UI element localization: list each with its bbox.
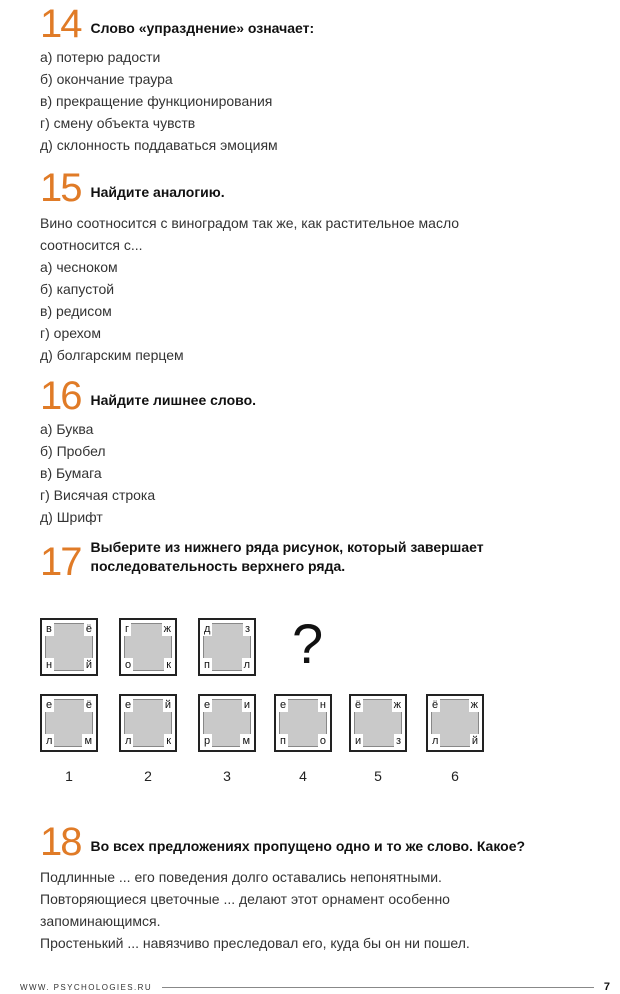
option-b: б) капустой (40, 281, 115, 297)
letter: л (432, 735, 439, 747)
letter: в (46, 623, 52, 635)
letter: л (46, 735, 53, 747)
question-text (40, 866, 600, 954)
text-line: соотносится с... (40, 237, 143, 253)
letter: к (166, 659, 171, 671)
question-title: Найдите аналогию. (90, 184, 225, 200)
question-text (40, 212, 600, 366)
letter: н (319, 699, 326, 711)
question-title: Во всех предложениях пропущено одно и то же слово. Какое? (90, 838, 526, 854)
letter: л (243, 659, 250, 671)
question-number: 18 (40, 820, 81, 864)
sequence-puzzle (40, 612, 600, 792)
letter: о (319, 735, 326, 747)
footer-divider (162, 987, 594, 988)
option-c: в) прекращение функционирования (40, 93, 273, 109)
letter: о (125, 659, 132, 671)
option-d: г) Висячая строка (40, 487, 156, 503)
title-line: Выберите из нижнего ряда рисунок, который завершает (90, 539, 484, 555)
answer-card-6[interactable] (426, 694, 484, 752)
letter: е (204, 699, 211, 711)
letter: п (280, 735, 286, 747)
option-b: б) Пробел (40, 443, 106, 459)
letter: к (166, 735, 171, 747)
top-card-2 (119, 618, 177, 676)
answer-label: 2 (144, 768, 152, 784)
answer-label: 4 (299, 768, 307, 784)
letter: е (46, 699, 53, 711)
question-number: 14 (40, 2, 81, 46)
letter: з (244, 623, 250, 635)
letter: н (46, 659, 53, 671)
letter: й (164, 699, 171, 711)
page-footer (20, 980, 610, 994)
option-c: в) Бумага (40, 465, 102, 481)
option-a: а) потерю радости (40, 49, 161, 65)
title-line: последовательность верхнего ряда. (90, 558, 346, 574)
question-18 (40, 820, 600, 954)
letter: м (242, 735, 250, 747)
letter: ё (432, 699, 439, 711)
option-a: а) Буква (40, 421, 94, 437)
letter: г (125, 623, 130, 635)
answer-label: 5 (374, 768, 382, 784)
answer-label: 3 (223, 768, 231, 784)
letter: и (355, 735, 362, 747)
letter: ж (163, 623, 171, 635)
question-17 (40, 538, 600, 584)
question-15 (40, 166, 600, 366)
option-e: д) болгарским перцем (40, 347, 184, 363)
option-b: б) окончание траура (40, 71, 173, 87)
letter: й (85, 659, 92, 671)
letter: м (84, 735, 92, 747)
question-number: 15 (40, 166, 81, 210)
option-d: г) орехом (40, 325, 101, 341)
letter: д (204, 623, 211, 635)
letter: ё (85, 699, 92, 711)
letter: ё (85, 623, 92, 635)
question-title: Найдите лишнее слово. (90, 392, 257, 408)
question-header (40, 166, 600, 210)
question-header (40, 820, 600, 864)
page-number: 7 (603, 981, 610, 993)
letter: е (280, 699, 287, 711)
question-number: 16 (40, 374, 81, 418)
text-line: Повторяющиеся цветочные ... делают этот орнамент особенно (40, 891, 450, 907)
answer-card-5[interactable] (349, 694, 407, 752)
text-line: Вино соотносится с виноградом так же, как растительное масло (40, 215, 460, 231)
answer-label: 6 (451, 768, 459, 784)
answer-card-3[interactable] (198, 694, 256, 752)
letter: з (395, 735, 401, 747)
option-d: г) смену объекта чувств (40, 115, 196, 131)
question-header (40, 538, 600, 584)
text-line: Простенький ... навязчиво преследовал его, куда бы он ни пошел. (40, 935, 470, 951)
text-line: запоминающимся. (40, 913, 161, 929)
letter: е (125, 699, 132, 711)
text-line: Подлинные ... его поведения долго оставались непонятными. (40, 869, 442, 885)
question-number: 17 (40, 540, 81, 584)
letter: и (243, 699, 250, 711)
answer-card-4[interactable] (274, 694, 332, 752)
letter: ё (355, 699, 362, 711)
options-list (40, 418, 600, 528)
question-16 (40, 374, 600, 528)
letter: й (471, 735, 478, 747)
question-title (91, 538, 484, 576)
answer-card-2[interactable] (119, 694, 177, 752)
top-card-1 (40, 618, 98, 676)
letter: п (204, 659, 210, 671)
letter: ж (393, 699, 401, 711)
top-card-3 (198, 618, 256, 676)
question-mark: ? (292, 612, 324, 675)
answer-label: 1 (65, 768, 73, 784)
question-14 (40, 2, 600, 156)
question-header (40, 2, 600, 46)
question-title: Слово «упразднение» означает: (90, 20, 315, 36)
option-c: в) редисом (40, 303, 112, 319)
site-url[interactable]: WWW. PSYCHOLOGIES.RU (20, 982, 153, 992)
option-e: д) Шрифт (40, 509, 103, 525)
option-a: а) чесноком (40, 259, 118, 275)
question-header (40, 374, 600, 418)
answer-card-1[interactable] (40, 694, 98, 752)
letter: р (204, 735, 211, 747)
options-list (40, 46, 600, 156)
letter: л (125, 735, 132, 747)
letter: ж (470, 699, 478, 711)
option-e: д) склонность поддаваться эмоциям (40, 137, 278, 153)
